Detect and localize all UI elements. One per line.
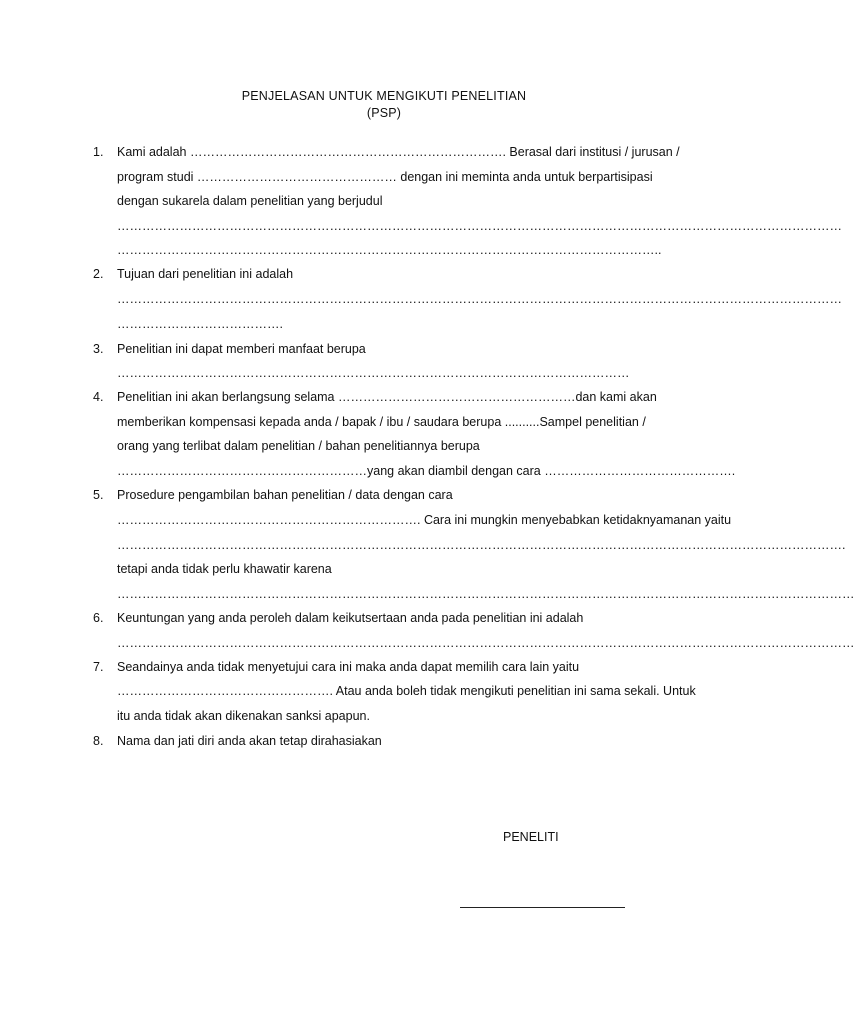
item-1-number: 1. xyxy=(93,145,104,159)
item-2-number: 2. xyxy=(93,267,104,281)
item-5-line-3: …………………………………………………………………………………………………………………………………………………………. xyxy=(117,538,846,552)
item-5-line-2: ………………………………………………………………. Cara ini mungkin menyebabkan ketidaknyamanan yaitu xyxy=(117,513,732,527)
signature-line xyxy=(460,907,625,908)
item-5-line-5: …………………………………………………………………………………………………………………………………………………………… xyxy=(117,587,855,601)
item-6-line-2: …………………………………………………………………………………………………………………………………………………………… xyxy=(117,636,855,650)
item-6-line-1: Keuntungan yang anda peroleh dalam keikutsertaan anda pada penelitian ini adalah xyxy=(117,611,584,625)
item-7-line-1: Seandainya anda tidak menyetujui cara ini maka anda dapat memilih cara lain yaitu xyxy=(117,660,580,674)
document-subtitle: (PSP) xyxy=(366,106,402,120)
item-4-line-4: ……………………………………………………yang akan diambil dengan cara ………………………………………. xyxy=(117,464,736,478)
signer-label: PENELITI xyxy=(503,830,559,844)
item-8-line-1: Nama dan jati diri anda akan tetap dirahasiakan xyxy=(117,734,382,748)
item-5-line-4: tetapi anda tidak perlu khawatir karena xyxy=(117,562,332,576)
item-4-line-1: Penelitian ini akan berlangsung selama …………………………………………………dan kami akan xyxy=(117,390,657,404)
item-1-line-2: program studi ………………………………………… dengan ini meminta anda untuk berpartisipasi xyxy=(117,170,653,184)
item-4-line-3: orang yang terlibat dalam penelitian / bahan penelitiannya berupa xyxy=(117,439,480,453)
item-7-number: 7. xyxy=(93,660,104,674)
item-8-number: 8. xyxy=(93,734,104,748)
item-7-line-3: itu anda tidak akan dikenakan sanksi apapun. xyxy=(117,709,370,723)
item-5-number: 5. xyxy=(93,488,104,502)
item-2-line-3: …………………………………. xyxy=(117,317,283,331)
item-3-line-2: …………………………………………………………………………………………………………… xyxy=(117,366,630,380)
item-3-number: 3. xyxy=(93,342,104,356)
item-6-number: 6. xyxy=(93,611,104,625)
item-2-line-2: ………………………………………………………………………………………………………………………………………………………… xyxy=(117,292,842,306)
item-2-line-1: Tujuan dari penelitian ini adalah xyxy=(117,267,294,281)
item-1-line-5: ………………………………………………………………………………………………………………….. xyxy=(117,243,662,257)
item-4-line-2: memberikan kompensasi kepada anda / bapak / ibu / saudara berupa ..........Sampel penelitian / xyxy=(117,415,646,429)
item-4-number: 4. xyxy=(93,390,104,404)
item-7-line-2: ……………………………………………. Atau anda boleh tidak mengikuti penelitian ini sama sekali. Untuk xyxy=(117,684,696,698)
item-1-line-3: dengan sukarela dalam penelitian yang berjudul xyxy=(117,194,383,208)
item-1-line-4: ………………………………………………………………………………………………………………………………………………………… xyxy=(117,219,842,233)
item-3-line-1: Penelitian ini dapat memberi manfaat berupa xyxy=(117,342,366,356)
item-5-line-1: Prosedure pengambilan bahan penelitian / data dengan cara xyxy=(117,488,453,502)
document-title: PENJELASAN UNTUK MENGIKUTI PENELITIAN xyxy=(241,89,527,103)
item-1-line-1: Kami adalah …………………………………………………………………. Berasal dari institusi / jurusan / xyxy=(117,145,680,159)
